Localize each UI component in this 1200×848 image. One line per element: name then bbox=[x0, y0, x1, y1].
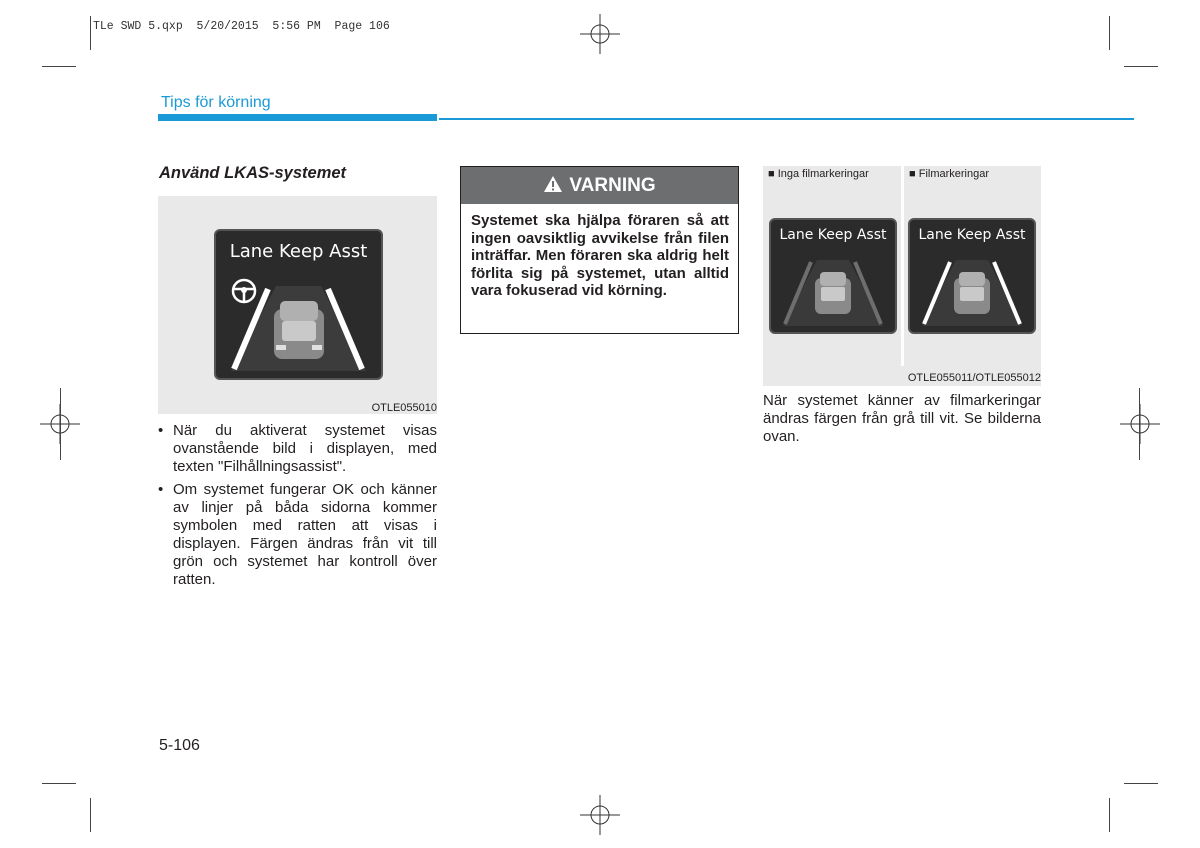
print-slug: TLe SWD 5.qxp 5/20/2015 5:56 PM Page 106 bbox=[93, 20, 390, 33]
caption-no-markings: ■ Inga filmarkeringar bbox=[768, 168, 869, 180]
square-bullet-icon: ■ bbox=[768, 168, 775, 180]
warning-triangle-icon bbox=[543, 175, 563, 193]
car-rear-icon bbox=[954, 272, 990, 314]
caption-markings: ■ Filmarkeringar bbox=[909, 168, 990, 180]
crop-mark bbox=[1109, 16, 1110, 50]
list-item bbox=[158, 422, 437, 476]
list-item bbox=[158, 481, 437, 589]
lkas-figure bbox=[158, 196, 437, 414]
section-title: Tips för körning bbox=[161, 94, 271, 111]
registration-mark-icon bbox=[1120, 404, 1160, 444]
figure-code: OTLE055010 bbox=[371, 402, 437, 414]
warning-title: VARNING bbox=[569, 175, 656, 196]
registration-mark-icon bbox=[580, 795, 620, 835]
display-title: Lane Keep Asst bbox=[229, 241, 368, 262]
cluster-display bbox=[214, 229, 383, 380]
display-title: Lane Keep Asst bbox=[918, 227, 1026, 243]
subsection-heading: Använd LKAS-systemet bbox=[159, 164, 347, 182]
bullet-dot: • bbox=[158, 422, 164, 439]
bullet-dot: • bbox=[158, 481, 164, 498]
header-rule-thin bbox=[439, 118, 1134, 120]
crop-mark bbox=[90, 798, 91, 832]
crop-mark bbox=[42, 66, 76, 67]
warning-text: Systemet ska hjälpa föraren så att ingen oavsiktlig avvikelse från filen inträffar. Men föraren ska aldrig helt förlita sig på systemet, utan alltid vara fokuserad vid körning. bbox=[471, 212, 729, 299]
figure-divider bbox=[901, 166, 904, 366]
crop-mark bbox=[60, 388, 61, 460]
registration-mark-icon bbox=[580, 14, 620, 54]
header-rule-thick bbox=[158, 114, 437, 121]
crop-mark bbox=[1139, 388, 1140, 460]
bullet-text: När du aktiverat systemet visas ovanstående bild i displayen, med texten "Filhållningsassist". bbox=[173, 422, 437, 475]
car-rear-icon bbox=[274, 301, 324, 359]
body-text: När systemet känner av filmarkeringar ändras färgen från grå till vit. Se bilderna ovan. bbox=[763, 392, 1041, 445]
car-rear-icon bbox=[815, 272, 851, 314]
bullet-text: Om systemet fungerar OK och känner av linjer på båda sidorna kommer symbolen med ratten att visas i displayen. Färgen ändras från vit till grön och systemet har kontroll över ratten. bbox=[173, 481, 437, 588]
figure-code: OTLE055011/OTLE055012 bbox=[907, 372, 1041, 384]
display-title: Lane Keep Asst bbox=[779, 227, 887, 243]
comparison-figure bbox=[763, 166, 1041, 386]
lane-scene-icon bbox=[216, 271, 381, 378]
square-bullet-icon: ■ bbox=[909, 168, 916, 180]
cluster-display-gray bbox=[769, 218, 897, 334]
steering-wheel-icon bbox=[233, 280, 255, 302]
warning-box bbox=[460, 166, 739, 334]
crop-mark bbox=[42, 783, 76, 784]
lane-scene-gray-icon bbox=[771, 250, 895, 332]
bullet-list bbox=[158, 422, 437, 594]
crop-mark bbox=[1109, 798, 1110, 832]
warning-header bbox=[461, 167, 738, 204]
cluster-display-white bbox=[908, 218, 1036, 334]
crop-mark bbox=[1124, 783, 1158, 784]
crop-mark bbox=[90, 16, 91, 50]
crop-mark bbox=[1124, 66, 1158, 67]
lane-scene-white-icon bbox=[910, 250, 1034, 332]
page-number: 5-106 bbox=[159, 737, 200, 754]
